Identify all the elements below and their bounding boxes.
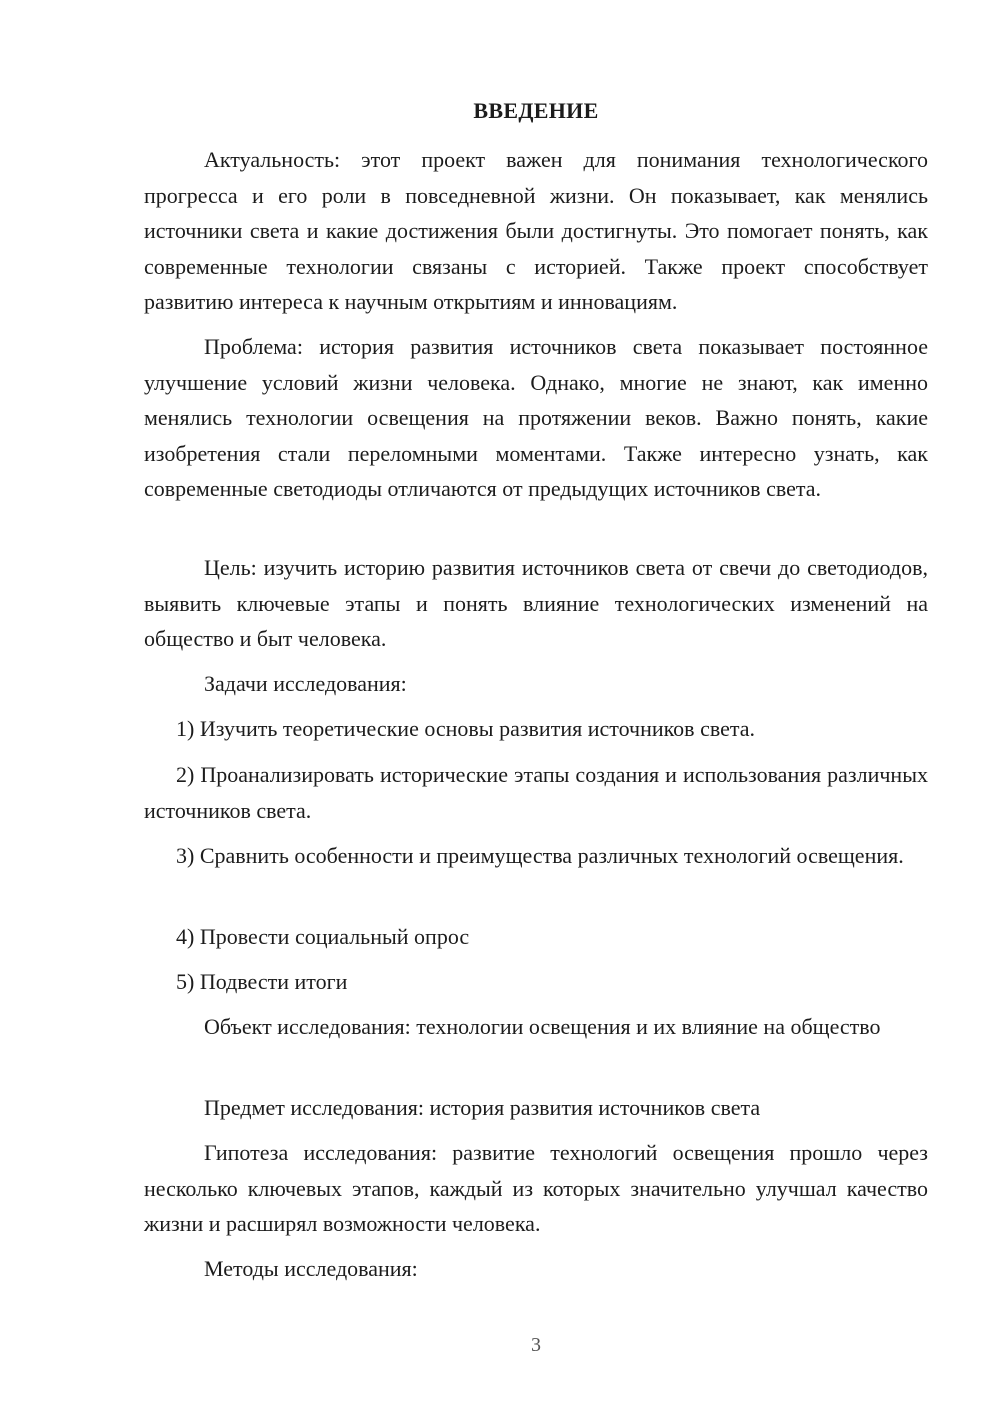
tasks-heading: Задачи исследования: xyxy=(204,671,407,696)
methods-heading: Методы исследования: xyxy=(204,1256,418,1281)
paragraph-problem: Проблема: история развития источников света показывает постоянное улучшение условий жизни человека. Однако, многие не знают, как именно менялись технологии освещения на протяжении веков. Важно понять, какие изобретения стали переломными моментами. Также интересно узнать, как современные светодиоды отличаются от предыдущих источников света. xyxy=(144,334,928,501)
paragraph-hypothesis: Гипотеза исследования: развитие технологий освещения прошло через несколько ключевых этапов, каждый из которых значительно улучшал качество жизни и расширял возможности человека. xyxy=(144,1140,928,1236)
task-item-3: 3) Сравнить особенности и преимущества различных технологий освещения. xyxy=(176,843,904,868)
task-item-2: 2) Проанализировать исторические этапы создания и использования различных источников света. xyxy=(144,762,928,823)
paragraph-subject: Предмет исследования: история развития источников света xyxy=(204,1095,761,1120)
task-item-4: 4) Провести социальный опрос xyxy=(176,924,470,949)
task-item-1: 1) Изучить теоретические основы развития источников света. xyxy=(176,716,756,741)
task-item-5: 5) Подвести итоги xyxy=(176,969,348,994)
page-number: 3 xyxy=(531,1334,541,1356)
paragraph-goal: Цель: изучить историю развития источников света от свечи до светодиодов, выявить ключевые этапы и понять влияние технологических изменений на общество и быт человека. xyxy=(144,555,928,651)
page-title: ВВЕДЕНИЕ xyxy=(473,98,599,123)
paragraph-object: Объект исследования: технологии освещения и их влияние на общество xyxy=(204,1014,881,1039)
paragraph-relevance: Актуальность: этот проект важен для понимания технологического прогресса и его роли в повседневной жизни. Он показывает, как менялись источники света и какие достижения были достигнуты. Это помогает понять, как современные технологии связаны с историей. Также проект способствует развитию интереса к научным открытиям и инновациям. xyxy=(144,147,928,314)
